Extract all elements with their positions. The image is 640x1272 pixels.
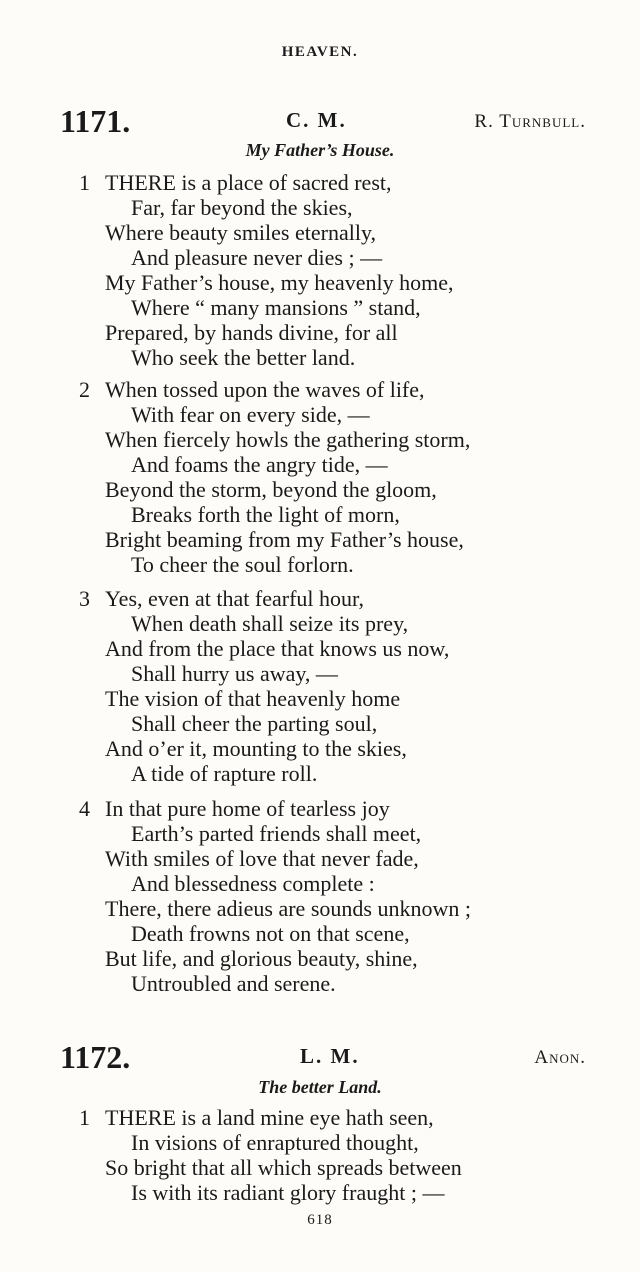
- verse-line: Yes, even at that fearful hour,: [105, 586, 364, 611]
- verse-line: But life, and glorious beauty, shine,: [105, 946, 418, 971]
- verse-line: THERE is a land mine eye hath seen,: [105, 1105, 434, 1130]
- verse-line: The vision of that heavenly home: [105, 686, 401, 711]
- verse-line: There, there adieus are sounds unknown ;: [105, 896, 471, 921]
- hymn-header: [60, 1040, 586, 1074]
- stanza-number: 2: [79, 377, 90, 402]
- hymn-author: R. Turnbull.: [474, 111, 586, 132]
- verse-line: A tide of rapture roll.: [131, 761, 318, 786]
- verse-line: Prepared, by hands divine, for all: [105, 320, 398, 345]
- verse-line: And blessedness complete :: [131, 871, 375, 896]
- hymn-number: 1172.: [60, 1039, 131, 1075]
- verse-line: Where beauty smiles eternally,: [105, 220, 377, 245]
- page-number: 618: [307, 1212, 333, 1228]
- verse-line: And from the place that knows us now,: [105, 636, 450, 661]
- verse-line: So bright that all which spreads between: [105, 1155, 462, 1180]
- verse-line: In that pure home of tearless joy: [105, 796, 390, 821]
- stanza-number: 4: [79, 796, 90, 821]
- verse-line: Shall cheer the parting soul,: [131, 711, 378, 736]
- verse-line: And o’er it, mounting to the skies,: [105, 736, 407, 761]
- verse-line: THERE is a place of sacred rest,: [105, 170, 392, 195]
- verse-line: Breaks forth the light of morn,: [131, 502, 400, 527]
- verse-line: Beyond the storm, beyond the gloom,: [105, 477, 437, 502]
- verse-line: In visions of enraptured thought,: [131, 1130, 419, 1155]
- verse-line: When fiercely howls the gathering storm,: [105, 427, 471, 452]
- verse-line: And pleasure never dies ; —: [131, 245, 383, 270]
- stanza-number: 1: [79, 170, 90, 195]
- stanza-number: 1: [79, 1105, 90, 1130]
- stanza-number: 3: [79, 586, 90, 611]
- verse-line: To cheer the soul forlorn.: [131, 552, 354, 577]
- verse-line: When tossed upon the waves of life,: [105, 377, 425, 402]
- hymn-meter: C. M.: [286, 108, 347, 132]
- verse-line: With smiles of love that never fade,: [105, 846, 419, 871]
- hymn-title: My Father’s House.: [245, 140, 395, 160]
- hymn-header: [60, 104, 586, 138]
- hymn-meter: L. M.: [300, 1044, 360, 1068]
- verse-line: Death frowns not on that scene,: [131, 921, 410, 946]
- hymn-number: 1171.: [60, 103, 131, 139]
- verse-line: Earth’s parted friends shall meet,: [131, 821, 422, 846]
- verse-line: Who seek the better land.: [131, 345, 356, 370]
- verse-line: And foams the angry tide, —: [131, 452, 388, 477]
- verse-line: When death shall seize its prey,: [131, 611, 409, 636]
- verse-line: With fear on every side, —: [131, 402, 370, 427]
- verse-line: Shall hurry us away, —: [131, 661, 338, 686]
- verse-line: Untroubled and serene.: [131, 971, 336, 996]
- verse-line: Is with its radiant glory fraught ; —: [131, 1180, 445, 1205]
- verse-line: Where “ many mansions ” stand,: [131, 295, 421, 320]
- hymn-author: Anon.: [534, 1047, 586, 1068]
- verse-line: Far, far beyond the skies,: [131, 195, 353, 220]
- running-head: HEAVEN.: [281, 44, 359, 60]
- hymn-title: The better Land.: [258, 1077, 382, 1097]
- verse-line: My Father’s house, my heavenly home,: [105, 270, 454, 295]
- verse-line: Bright beaming from my Father’s house,: [105, 527, 464, 552]
